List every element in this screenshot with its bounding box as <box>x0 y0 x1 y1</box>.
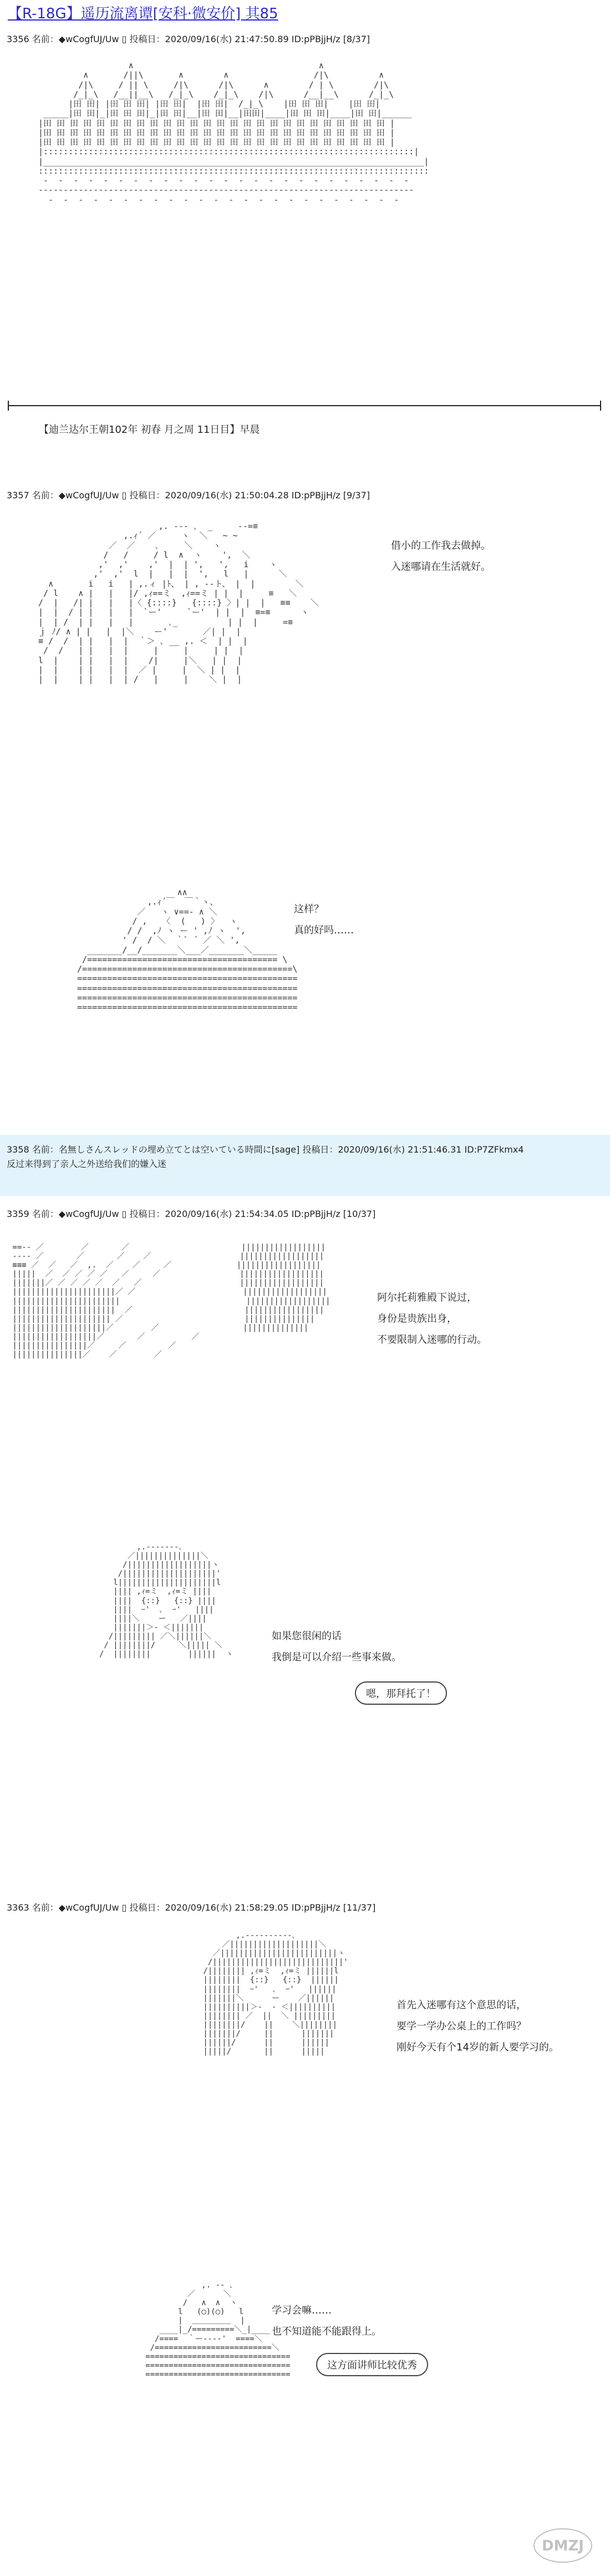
post-header: 3359 名前：◆wCogfUJ/Uw ▯ 投稿日：2020/09/16(水) 21:54:34.05 ID:pPBjjH/z [10/37] <box>7 1209 376 1219</box>
post-header: 3363 名前：◆wCogfUJ/Uw ▯ 投稿日：2020/09/16(水) 21:58:29.05 ID:pPBjjH/z [11/37] <box>7 1902 376 1913</box>
scene-caption: 【迪兰达尔王朝102年 初春 月之周 11日目】早晨 <box>39 424 260 436</box>
post-header: 3358 名前：名無しさんスレッドの埋め立てとは空いている時間に[sage] 投稿日：2020/09/16(水) 21:51:46.31 ID:P7ZFkmx4 <box>7 1144 524 1155</box>
character-ascii-art: ,.-‐‐‐‐‐-､ ／||||||||||||||＼ /||||||||||||||||||ヽ /||||||||||||||||||||' l|||||||||||||||||||||l |||| ,ｨ=ミ ,ｨ=ミ |||| |||| {::} {::} |||| |||| ｰ' ､ ｰ' |||| ||||＼ ー ／|||| |||||||＞- ＜||||||| /||||||||| ／＼||||||＼ / ||||||||/ ＼||||| ＼ / |||||||| |||||| ヽ <box>99 1543 233 1659</box>
dialogue-lines <box>391 536 491 578</box>
castle-ascii-art: ∧ ∧ ∧ /||\ ∧ ∧ /|\ ∧ /|\ / || \ /|\ /|\ ∧ / | \ /|\ /_|_\ /__||__\ /_|_\ /_|_\ /|\ /__|__\ /_|_\ |田 田| |田 田 田| |田 田| |田 田| /_|_\ |田 田 田| |田 田| _____|田 田|_|田 田 田|_|田 田|__|田 田|__|田田|____|田 田 田|____|田 田|______ |田 田 田 田 田 田 田 田 田 田 田 田 田 田 田 田 田 田 田 田 田 田 田 田 田 田 | |田 田 田 田 田 田 田 田 田 田 田 田 田 田 田 田 田 田 田 田 田 田 田 田 田 田 | |田 田 田 田 田 田 田 田 田 田 田 田 田 田 田 田 田 田 田 田 田 田 田 田 田 田 | |::::::::::::::::::::::::::::::::::::::::::::::::::::::::::::::::::::::::::| |____________________________________________________________________________| :::::::::::::::::::::::::::::::::::::::::::::::::::::::::::::::::::::::::::::: - - - - - - - - - - - - - - - - - - - - - - - - - --------------------------------------------------------------------------- - - - - - - - - - - - - - - - - - - - - - - - - <box>38 60 429 205</box>
dialogue-line: 如果您很闲的话 <box>272 1630 342 1642</box>
dialogue-line: 入迷哪请在生活就好。 <box>391 561 491 573</box>
dialogue-line: 我倒是可以介绍一些事来做。 <box>272 1651 401 1663</box>
dialogue-line: 刚好今天有个14岁的新人要学习的。 <box>396 2042 559 2053</box>
thread-title[interactable]: 【R-18G】遥历流离谭[安科·微安价] 其85 <box>8 6 278 22</box>
dialogue-lines <box>294 899 354 941</box>
dialogue-line: 首先入迷哪有这个意思的话， <box>396 1999 526 2011</box>
character-ascii-art: ,. ‐‐ ､ ／ ＼ / ∧ ∧ ヽ l (○)(○) l | ＿＿＿＿＿ | ____|_/=========＼_|____ /==== ｀ー‐‐‐‐' ====＼ /=========================＼ =============================== =============================== =============================== <box>145 2281 291 2379</box>
dialogue-line: 借小的工作我去做掉。 <box>391 540 491 552</box>
dialogue-line: 不要限制入迷哪的行动。 <box>377 1334 487 1346</box>
speech-bubble: 这方面讲师比较优秀 <box>316 2353 428 2376</box>
scene-divider <box>8 405 601 406</box>
speech-bubble: 嗯，那拜托了！ <box>355 1681 447 1705</box>
dialogue-lines <box>272 2300 382 2342</box>
site-watermark-logo <box>532 2526 593 2565</box>
character-ascii-art: ,.-‐‐‐‐‐‐‐‐-､ ／|||||||||||||||||||＼ ／|||||||||||||||||||||||||ヽ /||||||||||||||||||||||||||||' /|||||||| ,ｨ=ミ ,ｨ=ミ ||||||l |||||||| {::} {::} |||||| |||||||| ｰ' ､ ｰ' |||||| |||||||＼ ー ／|||||| ||||||||||＞- - ＜|||||||||| |||||||| ／ || ＼ ||||||||| ||||||||/ || ＼|||||||| |||||||/ || ||||||| ||||||/ || |||||| |||||/ || ||||| <box>203 1931 348 2057</box>
character-ascii-art: ==-- ／ ／ ／ |||||||||||||||||| ---- ／ ／ ／ ／ |||||||||||||||||| ≡≡≡ ／ ／ ／ ,. ／ ／ ／ |||||||||||||||||| ||||| ／ ／ ／ ／ ／ ／ ／ |||||||||||||||||| |||||||／ ／ ／ ／ ／ ／ ／ |||||||||||||||||| ||||||||||||||||||||||／ ／ |||||||||||||||||| ||||||||||||||||||||||| |||||||||||||||||| |||||||||||||||||||||| ／ ||||||||||||||||| ||||||||||||||||||||| ／ ||||||||||||||| ||||||||||||||||||||／ ／ |||||||||||||| ||||||||||||||||||／ ／ ／ ||||||||||||||||／ ／ ／ |||||||||||||||／ ／ ／ <box>12 1243 331 1360</box>
dialogue-lines <box>377 1287 487 1351</box>
dialogue-line: 也不知道能不能跟得上。 <box>272 2326 382 2337</box>
dialogue-line: 学习会嘛…… <box>272 2305 332 2316</box>
dialogue-lines <box>272 1626 401 1668</box>
dialogue-line: 身份是贵族出身， <box>377 1313 457 1325</box>
dialogue-line: 要学一学办公桌上的工作吗？ <box>396 2021 526 2032</box>
post-header: 3356 名前：◆wCogfUJ/Uw ▯ 投稿日：2020/09/16(水) 21:47:50.89 ID:pPBjjH/z [8/37] <box>7 34 370 44</box>
post-header: 3357 名前：◆wCogfUJ/Uw ▯ 投稿日：2020/09/16(水) 21:50:04.28 ID:pPBjjH/z [9/37] <box>7 490 370 501</box>
dialogue-line: 真的好吗…… <box>294 925 354 936</box>
dialogue-line: 阿尔托莉雅殿下说过， <box>377 1292 477 1304</box>
character-ascii-art: ∧∧ ,.ｨ´￣ ￣｀ヽ、 ／ ヽ ∨==- ∧ ＼ / , 〈 ( ) 〉 ヽ / / ,ﾉ ヽ ー ' ,ﾉ ヽ ', ' / / ＼ ｀ﾞ ´ ／ ＼ ', _______/__/_______＼___／_______＼_____ /====================================== \ /==========================================\ ============================================ ============================================ ============================================ ============================================ <box>77 887 298 1012</box>
dialogue-lines <box>396 1995 559 2058</box>
character-ascii-art: ,. -‐‐ ､ _ ‐-=≡ ,.ｨ´ ／ ヽ ＼ ~ ~ ／ ／ ､ ＼ ヽ / / / l ∧ ヽ ', ＼ ,' ,' ,' | | ', ', i ヽ ,' ,' l | | | ', l | ＼ ∧ i i | ,.ィ |ﾄ、 | , -‐ト、 | | ＼ / l ∧ | | |/ ,ｨ==ミ ,ｨ==ミ | | | ≡ ＼ / | /| | | |〈 {::::} {::::} 〉| | | ≡≡ ＼ | | / | | | | `ー' `ー' | | | ≡=≡ ヽ | | / | | | | ､_ | | | =≡ ｊ ﾉ/ ∧ | | | |＼ ー' ／| | | ≡ / / | | | | ｀＞ ､ __ ,. ＜ | | | / / | | | | | | | | | l | | | | | /| |＼ | | | | | | | | | ／ | | ＼ | | | | | | | | | / | | ＼ | | <box>38 521 319 684</box>
dialogue-line: 这样？ <box>294 903 324 915</box>
anonymous-post <box>0 1135 610 1196</box>
post-body: 反过来得到了亲人之外送给我们的嫌入迷 <box>7 1159 167 1169</box>
watermark-text: DMZJ <box>542 2538 584 2554</box>
